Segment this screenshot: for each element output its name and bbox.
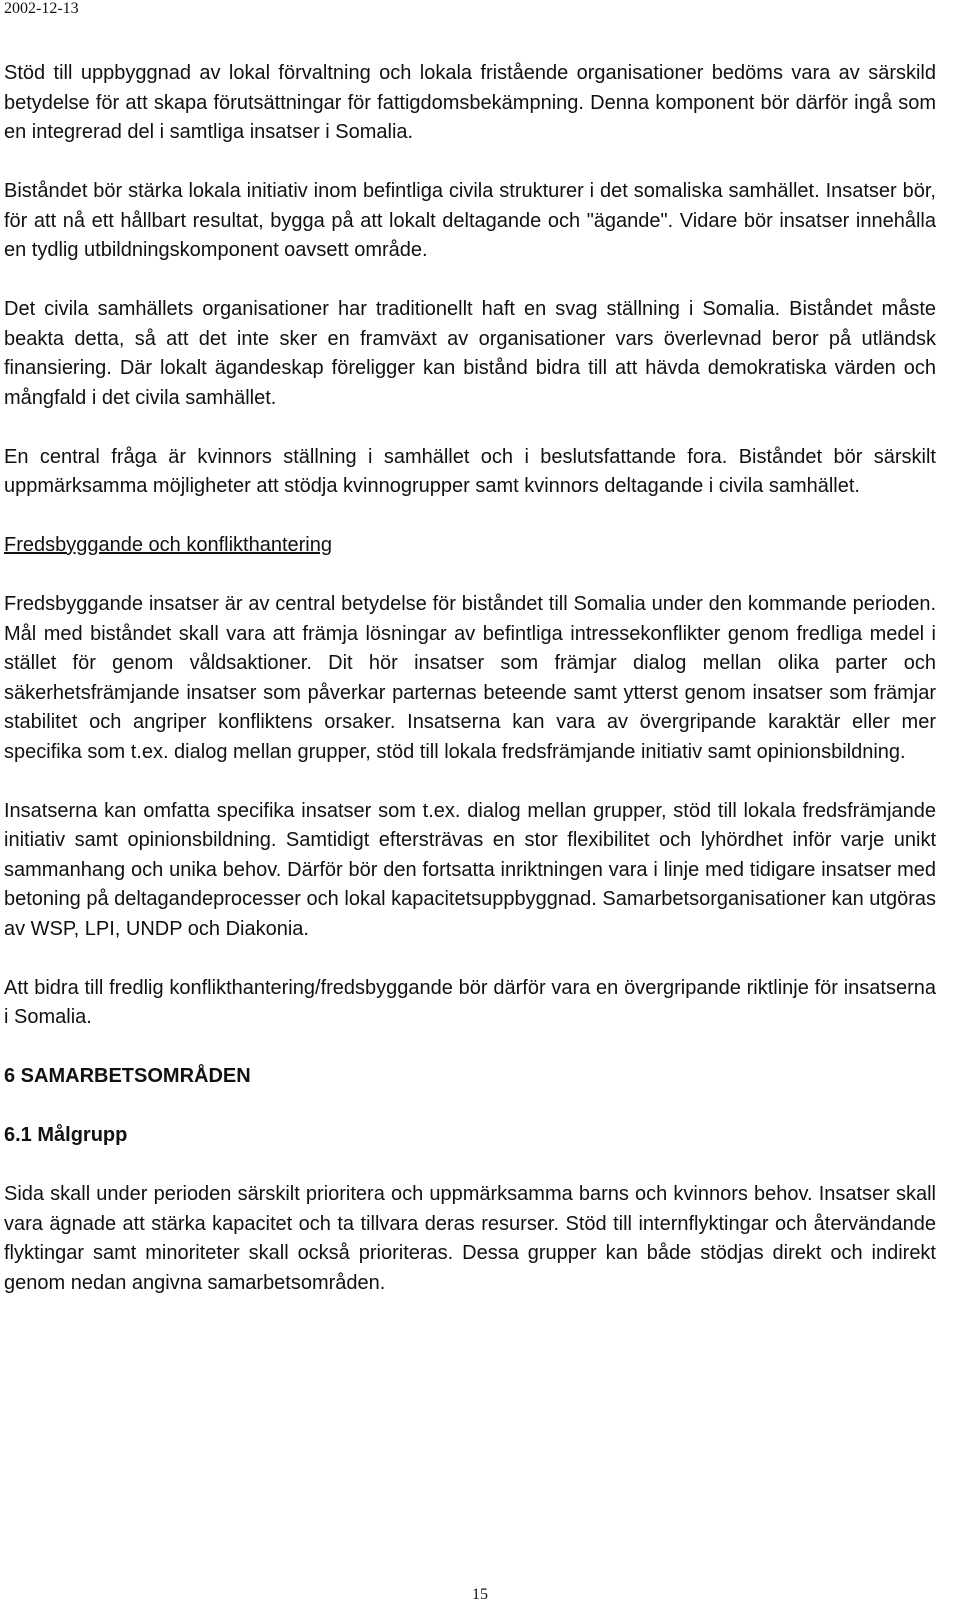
chapter-heading: 6 SAMARBETSOMRÅDEN: [4, 1065, 251, 1087]
paragraph-women-status: En central fråga är kvinnors ställning i samhället och i beslutsfattande fora. Biståndet bör särskilt uppmärksamma möjligheter att stödja kvinnogrupper samt kvinnors deltagande i civila samhället.: [4, 445, 936, 497]
page-number: 15: [472, 1586, 488, 1603]
paragraph-peacebuilding-measures: Insatserna kan omfatta specifika insatser som t.ex. dialog mellan grupper, stöd till lokala fredsfrämjande initiativ samt opinionsbildning. Samtidigt eftersträvas en stor flexibilitet och lyhördhet inför varje unikt sammanhang och unika behov. Därför bör den fortsatta inriktningen vara i linje med tidigare insatser med betoning på deltagandeprocesser och lokal kapacitetsuppbyggnad. Samarbetsorganisationer kan utgöras av WSP, LPI, UNDP och Diakonia.: [4, 799, 936, 940]
document-body: [4, 59, 936, 1328]
paragraph-local-initiatives: Biståndet bör stärka lokala initiativ inom befintliga civila strukturer i det somaliska samhället. Insatser bör, för att nå ett hållbart resultat, bygga på att lokalt deltagande och "ägande". Vidare bör insatser innehålla en tydlig utbildningskomponent oavsett område.: [4, 180, 936, 261]
paragraph-peacebuilding-importance: Fredsbyggande insatser är av central betydelse för biståndet till Somalia under den kommande perioden. Mål med biståndet skall vara att främja lösningar av befintliga intressekonflikter genom fredliga medel i stället för genom våldsaktioner. Dit hör insatser som främjar dialog mellan olika parter och säkerhetsfrämjande insatser som påverkar parternas beteende samt ytterst genom insatser som främjar stabilitet och angriper konfliktens orsaker. Insatserna kan vara av övergripande karaktär eller mer specifika som t.ex. dialog mellan grupper, stöd till lokala fredsfrämjande initiativ samt opinionsbildning.: [4, 593, 936, 763]
paragraph-civil-society: Det civila samhällets organisationer har traditionellt haft en svag ställning i Somalia. Biståndet måste beakta detta, så att det inte sker en framväxt av organisationer vars överlevnad beror på utländsk finansiering. Där lokalt ägandeskap föreligger kan bistånd bidra till att hävda demokratiska värden och mångfald i det civila samhället.: [4, 298, 936, 409]
paragraph-peacebuilding-guideline: Att bidra till fredlig konflikthantering/fredsbyggande bör därför vara en övergripande riktlinje för insatserna i Somalia.: [4, 976, 936, 1028]
section-heading-peacebuilding: Fredsbyggande och konflikthantering: [4, 534, 332, 556]
document-date: 2002-12-13: [4, 0, 79, 17]
paragraph-target-group: Sida skall under perioden särskilt prioritera och uppmärksamma barns och kvinnors behov. Insatser skall vara ägnade att stärka kapacitet och ta tillvara deras resurser. Stöd till internflyktingar och återvändande flyktingar samt minoriteter skall också prioriteras. Dessa grupper kan både stödjas direkt och indirekt genom nedan angivna samarbetsområden.: [4, 1183, 936, 1294]
subsection-heading-target-group: 6.1 Målgrupp: [4, 1124, 128, 1146]
paragraph-local-governance: Stöd till uppbyggnad av lokal förvaltning och lokala fristående organisationer bedöms vara av särskild betydelse för att skapa förutsättningar för fattigdomsbekämpning. Denna komponent bör därför ingå som en integrerad del i samtliga insatser i Somalia.: [4, 62, 936, 143]
